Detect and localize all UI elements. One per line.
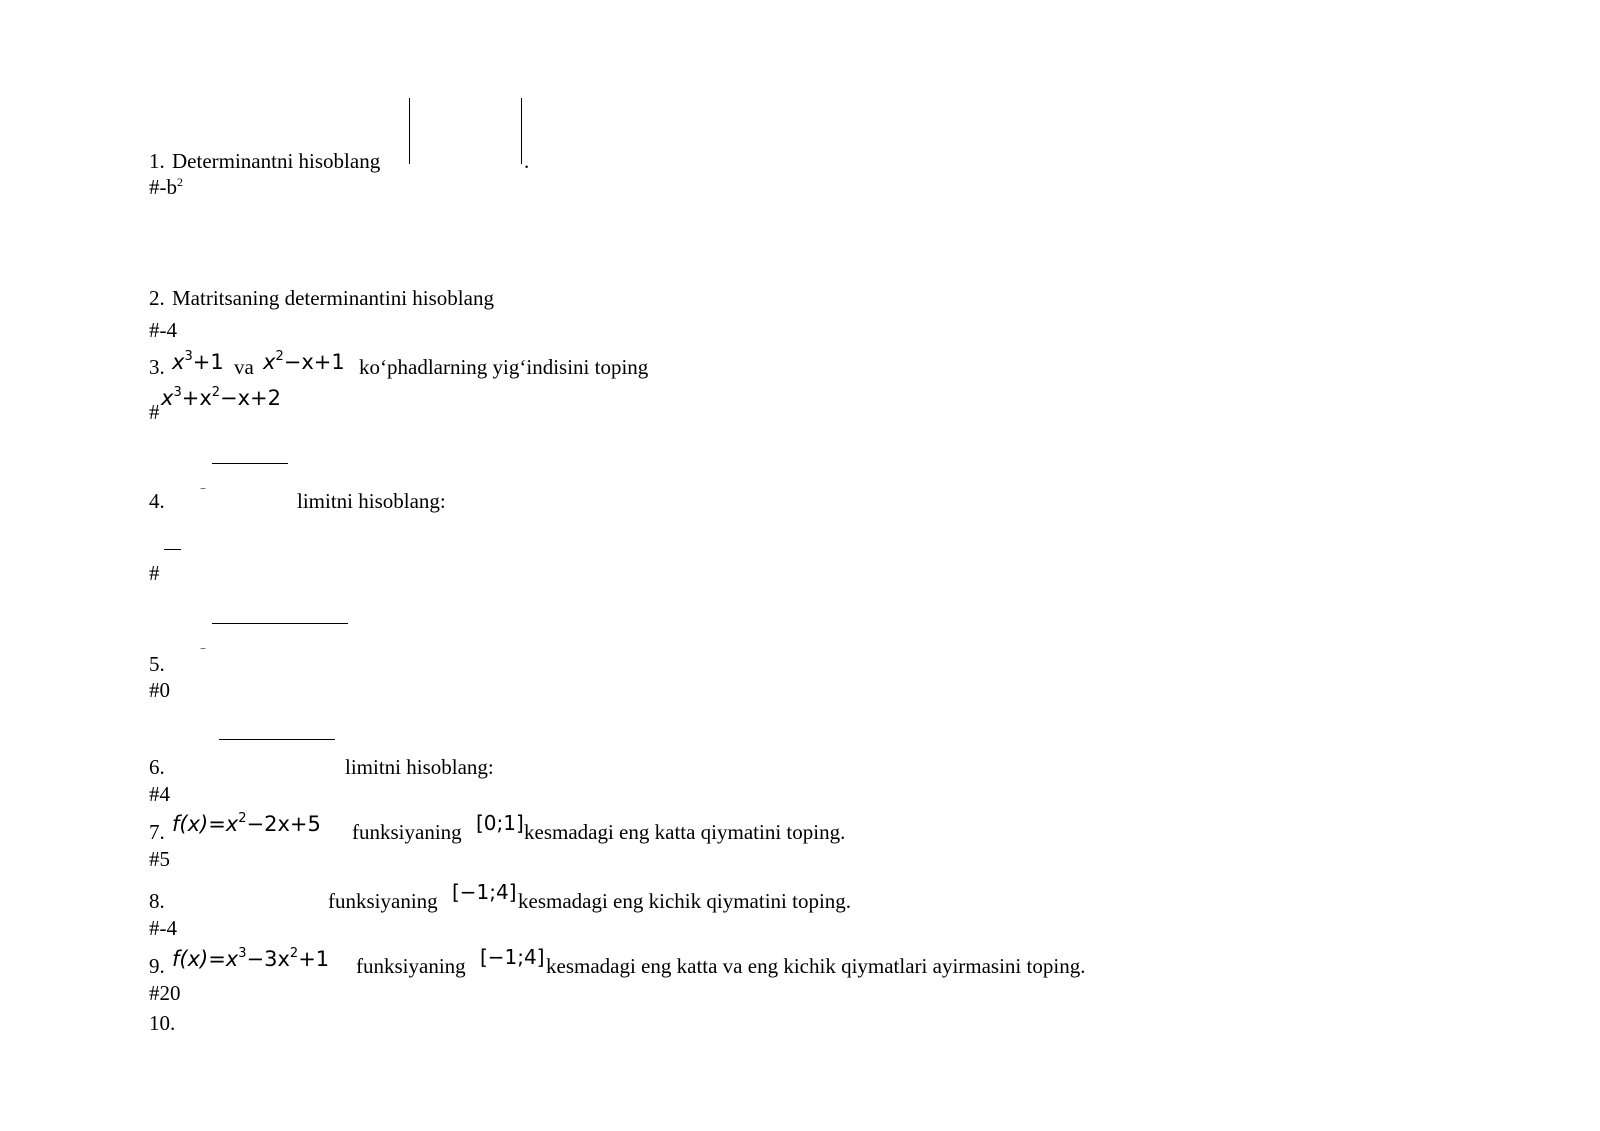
question-9-function-tail: +1 bbox=[298, 947, 330, 971]
question-3-answer-a-exp: 3 bbox=[173, 385, 182, 400]
question-9-function-exp-1: 3 bbox=[238, 946, 247, 961]
question-3-poly-1-tail: +1 bbox=[192, 350, 224, 374]
question-3-text: ko‘phadlarning yig‘indisini toping bbox=[359, 355, 649, 379]
question-3-poly-1-base: x bbox=[172, 350, 185, 374]
question-3-number: 3. bbox=[149, 355, 165, 379]
question-9-text: kesmadagi eng katta va eng kichik qiymatlari ayirmasini toping. bbox=[546, 954, 1086, 978]
question-2-text: Matritsaning determinantini hisoblang bbox=[172, 286, 494, 310]
question-5-minus-mark: – bbox=[200, 641, 206, 655]
question-4-fraction-bar bbox=[212, 463, 288, 464]
question-5-number: 5. bbox=[149, 652, 165, 676]
question-3-poly-2-exp: 2 bbox=[275, 349, 284, 364]
question-9-interval: [−1;4] bbox=[480, 945, 545, 969]
question-9-function-mid: −3x bbox=[246, 947, 290, 971]
question-3-poly-2 bbox=[263, 349, 345, 374]
question-3-answer-hash: # bbox=[149, 400, 160, 424]
question-1-answer-sup: 2 bbox=[177, 175, 183, 189]
question-3-poly-1-exp: 3 bbox=[184, 349, 193, 364]
question-9-function bbox=[172, 946, 330, 971]
question-1-text: Determinantni hisoblang bbox=[172, 149, 381, 173]
question-9-function-prefix: f(x)=x bbox=[172, 947, 239, 971]
question-6-number: 6. bbox=[149, 755, 165, 779]
determinant-right-bar bbox=[521, 98, 522, 164]
question-8-text: kesmadagi eng kichik qiymatini toping. bbox=[518, 889, 852, 913]
question-3-poly-2-tail: −x+1 bbox=[283, 350, 345, 374]
question-3-poly-2-base: x bbox=[263, 350, 276, 374]
question-5-fraction-bar bbox=[212, 623, 348, 624]
question-1-number: 1. bbox=[149, 149, 165, 173]
question-9-number: 9. bbox=[149, 954, 165, 978]
question-7-number: 7. bbox=[149, 820, 165, 844]
question-3-answer bbox=[161, 385, 282, 410]
question-2-number: 2. bbox=[149, 286, 165, 310]
question-7-word: funksiyaning bbox=[352, 820, 462, 844]
question-7-function bbox=[172, 811, 321, 836]
question-3-poly-1 bbox=[172, 349, 224, 374]
question-2-answer: #-4 bbox=[149, 318, 177, 342]
question-4-answer-bar bbox=[164, 549, 181, 550]
question-1-answer-prefix: #-b bbox=[149, 175, 177, 199]
question-4-text: limitni hisoblang: bbox=[297, 489, 446, 513]
question-6-answer: #4 bbox=[149, 782, 170, 806]
question-7-function-tail: −2x+5 bbox=[246, 812, 321, 836]
question-3-answer-b: +x bbox=[181, 386, 212, 410]
question-7-function-prefix: f(x)=x bbox=[172, 812, 239, 836]
question-3-answer-tail: −x+2 bbox=[220, 386, 282, 410]
question-1-end: . bbox=[524, 149, 530, 173]
question-7-text: kesmadagi eng katta qiymatini toping. bbox=[524, 820, 846, 844]
question-5-answer: #0 bbox=[149, 678, 170, 702]
question-8-number: 8. bbox=[149, 889, 165, 913]
question-7-answer: #5 bbox=[149, 847, 170, 871]
question-9-word: funksiyaning bbox=[356, 954, 466, 978]
question-6-fraction-bar bbox=[219, 739, 335, 740]
question-9-answer: #20 bbox=[149, 981, 181, 1005]
determinant-left-bar bbox=[409, 98, 410, 164]
question-3-answer-a: x bbox=[161, 386, 174, 410]
question-1-answer bbox=[149, 177, 183, 198]
question-8-word: funksiyaning bbox=[328, 889, 438, 913]
question-7-interval: [0;1] bbox=[476, 811, 524, 835]
question-8-interval: [−1;4] bbox=[452, 880, 517, 904]
question-4-minus-mark: – bbox=[200, 481, 206, 495]
question-7-function-exp: 2 bbox=[238, 811, 247, 826]
question-8-answer: #-4 bbox=[149, 916, 177, 940]
question-10-number: 10. bbox=[149, 1011, 176, 1035]
question-9-function-exp-2: 2 bbox=[289, 946, 299, 961]
question-4-number: 4. bbox=[149, 489, 165, 513]
question-3-answer-b-exp: 2 bbox=[211, 385, 221, 400]
question-3-joiner: va bbox=[234, 355, 254, 379]
question-4-answer: # bbox=[149, 561, 160, 585]
question-6-text: limitni hisoblang: bbox=[345, 755, 494, 779]
